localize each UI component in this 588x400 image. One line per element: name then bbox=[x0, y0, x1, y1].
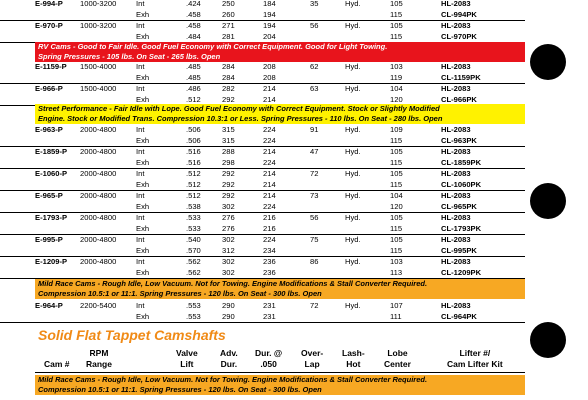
cell-adv: 284 bbox=[222, 73, 235, 82]
cell-lift: .458 bbox=[186, 21, 201, 30]
cell-lash: Hyd. bbox=[345, 257, 361, 266]
cell-lobe: 104 bbox=[390, 84, 403, 93]
table-row bbox=[0, 190, 525, 201]
cell-lift: .512 bbox=[186, 95, 201, 104]
cell-lash: Hyd. bbox=[345, 169, 361, 178]
cell-kit: CL-963PK bbox=[441, 136, 477, 145]
cell-port: Exh bbox=[136, 202, 150, 211]
cell-lift: .506 bbox=[186, 125, 201, 134]
header-overlap-line2: Lap bbox=[304, 359, 320, 369]
table-row bbox=[0, 212, 525, 223]
band-line: Street Performance - Fair Idle with Lope. Good Fuel Economy with Correct Equipment. Stock or Slightly Modified bbox=[38, 104, 440, 113]
band-line: Spring Pressures - 105 lbs. On Seat - 265 lbs. Open bbox=[38, 52, 221, 61]
band-line: RV Cams - Good to Fair Idle. Good Fuel Economy with Correct Equipment. Good for Light Towing. bbox=[38, 42, 388, 51]
cell-ovl: 75 bbox=[310, 235, 319, 244]
cell-kit: HL-2083 bbox=[441, 84, 471, 93]
cell-port: Int bbox=[136, 62, 145, 71]
header-rpm-line2: Range bbox=[86, 359, 112, 369]
header-rpm-line1: RPM bbox=[89, 348, 109, 358]
cell-cam: E-970-P bbox=[35, 21, 63, 30]
cell-dur: 214 bbox=[263, 180, 276, 189]
cell-cam: E-995-P bbox=[35, 235, 63, 244]
cell-adv: 292 bbox=[222, 191, 235, 200]
cell-rpm: 2000-4800 bbox=[80, 191, 117, 200]
header-dur-line1: Dur. @ bbox=[255, 348, 283, 358]
cell-rpm: 2000-4800 bbox=[80, 213, 117, 222]
table-row bbox=[0, 83, 525, 94]
cell-dur: 224 bbox=[263, 136, 276, 145]
cell-rpm: 2000-4800 bbox=[80, 235, 117, 244]
header-lash bbox=[342, 348, 365, 370]
cell-kit: HL-2083 bbox=[441, 169, 471, 178]
cell-cam: E-963-P bbox=[35, 125, 63, 134]
cell-lift: .484 bbox=[186, 32, 201, 41]
cell-lobe: 115 bbox=[390, 32, 403, 41]
cell-lobe: 105 bbox=[390, 235, 403, 244]
band-line: Compression 10.5:1 or 11:1. Spring Pressures - 120 lbs. On Seat - 300 lbs. Open bbox=[38, 385, 322, 394]
cell-dur: 231 bbox=[263, 312, 276, 321]
cell-lobe: 115 bbox=[390, 158, 403, 167]
header-adv-line1: Adv. bbox=[220, 348, 238, 358]
cell-lift: .562 bbox=[186, 257, 201, 266]
table-row bbox=[0, 20, 525, 31]
cell-adv: 271 bbox=[222, 21, 235, 30]
cell-adv: 290 bbox=[222, 312, 235, 321]
cell-port: Int bbox=[136, 191, 145, 200]
cell-port: Int bbox=[136, 21, 145, 30]
table-row bbox=[0, 311, 525, 323]
cell-dur: 224 bbox=[263, 125, 276, 134]
cell-kit: HL-2083 bbox=[441, 147, 471, 156]
cell-lash: Hyd. bbox=[345, 0, 361, 8]
cell-port: Exh bbox=[136, 32, 150, 41]
band-line: Mild Race Cams - Rough Idle, Low Vacuum. Not for Towing. Engine Modifications & Stall Converter Required. bbox=[38, 375, 428, 384]
header-kit-line2: Cam Lifter Kit bbox=[447, 359, 503, 369]
header-rpm bbox=[86, 348, 112, 370]
cell-kit: HL-2083 bbox=[441, 62, 471, 71]
cell-adv: 288 bbox=[222, 147, 235, 156]
cell-ovl: 91 bbox=[310, 125, 319, 134]
table-row bbox=[0, 168, 525, 179]
cell-port: Int bbox=[136, 147, 145, 156]
header-lifter-kit bbox=[447, 348, 503, 370]
cell-ovl: 63 bbox=[310, 84, 319, 93]
cell-dur: 208 bbox=[263, 62, 276, 71]
cell-lobe: 115 bbox=[390, 180, 403, 189]
table-row bbox=[0, 146, 525, 157]
cell-lobe: 115 bbox=[390, 10, 403, 19]
cell-dur: 216 bbox=[263, 224, 276, 233]
header-lift-line1: Valve bbox=[176, 348, 198, 358]
cell-cam: E-1859-P bbox=[35, 147, 68, 156]
cell-adv: 298 bbox=[222, 158, 235, 167]
cell-lobe: 105 bbox=[390, 21, 403, 30]
cell-lobe: 115 bbox=[390, 136, 403, 145]
cell-dur: 214 bbox=[263, 147, 276, 156]
cell-dur: 224 bbox=[263, 202, 276, 211]
header-overlap bbox=[301, 348, 323, 370]
header-lobe-line2: Center bbox=[384, 359, 411, 369]
cell-port: Int bbox=[136, 169, 145, 178]
cell-dur: 236 bbox=[263, 257, 276, 266]
cell-dur: 214 bbox=[263, 191, 276, 200]
cell-adv: 302 bbox=[222, 202, 235, 211]
cell-kit: CL-1159PK bbox=[441, 73, 481, 82]
cell-port: Int bbox=[136, 213, 145, 222]
mild-race-band-2 bbox=[35, 375, 525, 395]
cell-lift: .512 bbox=[186, 180, 201, 189]
cell-lobe: 105 bbox=[390, 147, 403, 156]
cell-port: Int bbox=[136, 0, 145, 8]
cell-lobe: 119 bbox=[390, 73, 403, 82]
cell-adv: 302 bbox=[222, 268, 235, 277]
cell-adv: 315 bbox=[222, 136, 235, 145]
header-lift-line2: Lift bbox=[180, 359, 194, 369]
cell-cam: E-1159-P bbox=[35, 62, 67, 71]
cell-port: Exh bbox=[136, 10, 150, 19]
cell-kit: CL-1793PK bbox=[441, 224, 482, 233]
cell-rpm: 2000-4800 bbox=[80, 169, 117, 178]
cell-kit: CL-995PK bbox=[441, 246, 477, 255]
cell-dur: 204 bbox=[263, 32, 276, 41]
cell-ovl: 62 bbox=[310, 62, 319, 71]
cell-adv: 282 bbox=[222, 84, 235, 93]
cell-dur: 194 bbox=[263, 21, 276, 30]
cell-ovl: 73 bbox=[310, 191, 319, 200]
cell-lobe: 111 bbox=[390, 312, 402, 321]
cell-lash: Hyd. bbox=[345, 62, 361, 71]
cell-lift: .538 bbox=[186, 202, 201, 211]
cell-kit: HL-2083 bbox=[441, 213, 471, 222]
cell-adv: 302 bbox=[222, 257, 235, 266]
cell-adv: 276 bbox=[222, 213, 235, 222]
header-lash-line1: Lash- bbox=[342, 348, 365, 358]
cell-adv: 281 bbox=[222, 32, 235, 41]
cell-kit: HL-2083 bbox=[441, 191, 471, 200]
cell-lobe: 103 bbox=[390, 62, 403, 71]
cell-lash: Hyd. bbox=[345, 213, 361, 222]
cell-adv: 260 bbox=[222, 10, 235, 19]
cell-kit: CL-965PK bbox=[441, 202, 477, 211]
cell-port: Exh bbox=[136, 136, 150, 145]
cell-port: Exh bbox=[136, 312, 150, 321]
cell-lash: Hyd. bbox=[345, 235, 361, 244]
header-cam: Cam # bbox=[44, 359, 70, 369]
cell-adv: 290 bbox=[222, 301, 235, 310]
cell-lobe: 105 bbox=[390, 169, 403, 178]
cell-dur: 236 bbox=[263, 268, 276, 277]
cell-rpm: 1000-3200 bbox=[80, 21, 117, 30]
cell-lift: .512 bbox=[186, 191, 201, 200]
cell-adv: 284 bbox=[222, 62, 235, 71]
cell-ovl: 72 bbox=[310, 301, 319, 310]
cell-cam: E-1060-P bbox=[35, 169, 68, 178]
cell-port: Int bbox=[136, 257, 145, 266]
cell-cam: E-965-P bbox=[35, 191, 63, 200]
cell-lobe: 113 bbox=[390, 268, 403, 277]
cell-ovl: 72 bbox=[310, 169, 319, 178]
cell-lobe: 107 bbox=[390, 301, 403, 310]
cell-rpm: 2200-5400 bbox=[80, 301, 117, 310]
cell-lift: .562 bbox=[186, 268, 201, 277]
cell-lash: Hyd. bbox=[345, 301, 361, 310]
cell-adv: 292 bbox=[222, 180, 235, 189]
table-row bbox=[0, 234, 525, 245]
cell-kit: CL-994PK bbox=[441, 10, 477, 19]
section-title: Solid Flat Tappet Camshafts bbox=[38, 327, 226, 343]
cell-dur: 214 bbox=[263, 169, 276, 178]
binder-hole-1 bbox=[530, 44, 566, 80]
cell-kit: HL-2083 bbox=[441, 235, 471, 244]
cell-kit: HL-2083 bbox=[441, 125, 471, 134]
cell-cam: E-994-P bbox=[35, 0, 63, 8]
cell-cam: E-1209-P bbox=[35, 257, 68, 266]
table-row bbox=[0, 124, 525, 135]
cell-lift: .540 bbox=[186, 235, 201, 244]
cell-port: Int bbox=[136, 301, 145, 310]
cell-lash: Hyd. bbox=[345, 125, 361, 134]
cell-dur: 234 bbox=[263, 246, 276, 255]
header-dur050 bbox=[255, 348, 282, 370]
cell-lift: .533 bbox=[186, 213, 201, 222]
cell-adv: 312 bbox=[222, 246, 235, 255]
cell-dur: 231 bbox=[263, 301, 276, 310]
cell-lash: Hyd. bbox=[345, 21, 361, 30]
cell-port: Exh bbox=[136, 158, 150, 167]
mild-race-band bbox=[35, 279, 525, 299]
cell-lift: .485 bbox=[186, 62, 201, 71]
cell-adv: 276 bbox=[222, 224, 235, 233]
cell-kit: HL-2083 bbox=[441, 257, 471, 266]
cell-lift: .506 bbox=[186, 136, 201, 145]
header-lobe-line1: Lobe bbox=[387, 348, 408, 358]
table-row bbox=[0, 0, 525, 9]
cell-adv: 292 bbox=[222, 169, 235, 178]
cell-lobe: 115 bbox=[390, 246, 403, 255]
cell-adv: 250 bbox=[222, 0, 235, 8]
cell-kit: CL-966PK bbox=[441, 95, 477, 104]
cell-port: Exh bbox=[136, 73, 150, 82]
cell-lobe: 109 bbox=[390, 125, 403, 134]
cell-ovl: 86 bbox=[310, 257, 319, 266]
cell-dur: 214 bbox=[263, 95, 276, 104]
cell-lift: .553 bbox=[186, 312, 201, 321]
cell-dur: 214 bbox=[263, 84, 276, 93]
cell-lobe: 120 bbox=[390, 202, 403, 211]
cell-lift: .553 bbox=[186, 301, 201, 310]
header-overlap-line1: Over- bbox=[301, 348, 324, 358]
header-lash-line2: Hot bbox=[346, 359, 361, 369]
table-row bbox=[0, 267, 525, 279]
header-adv-line2: Dur. bbox=[220, 359, 238, 369]
cell-lift: .424 bbox=[186, 0, 201, 8]
cell-ovl: 47 bbox=[310, 147, 319, 156]
cell-lobe: 105 bbox=[390, 213, 403, 222]
cell-kit: CL-970PK bbox=[441, 32, 477, 41]
cell-kit: HL-2083 bbox=[441, 21, 471, 30]
header-adv bbox=[220, 348, 238, 370]
cell-port: Int bbox=[136, 125, 145, 134]
cell-port: Exh bbox=[136, 246, 150, 255]
cell-cam: E-966-P bbox=[35, 84, 63, 93]
cell-port: Int bbox=[136, 84, 145, 93]
cell-lift: .512 bbox=[186, 169, 201, 178]
header-rule bbox=[35, 372, 525, 373]
cell-port: Exh bbox=[136, 268, 150, 277]
cell-rpm: 1500-4000 bbox=[80, 62, 117, 71]
cell-dur: 224 bbox=[263, 158, 276, 167]
cell-dur: 208 bbox=[263, 73, 276, 82]
cell-lift: .486 bbox=[186, 84, 201, 93]
band-line: Compression 10.5:1 or 11:1. Spring Pressures - 120 lbs. On Seat - 300 lbs. Open bbox=[38, 289, 322, 298]
cell-rpm: 2000-4800 bbox=[80, 147, 117, 156]
cell-kit: HL-2083 bbox=[441, 301, 471, 310]
cell-rpm: 1500-4000 bbox=[80, 84, 117, 93]
cell-port: Exh bbox=[136, 180, 150, 189]
cell-lift: .570 bbox=[186, 246, 201, 255]
cell-lift: .458 bbox=[186, 10, 201, 19]
cell-kit: CL-1060PK bbox=[441, 180, 482, 189]
cell-lobe: 120 bbox=[390, 95, 403, 104]
table-row bbox=[0, 256, 525, 267]
cell-kit: CL-1209PK bbox=[441, 268, 482, 277]
binder-hole-2 bbox=[530, 183, 566, 219]
cell-lobe: 115 bbox=[390, 224, 403, 233]
cell-kit: HL-2083 bbox=[441, 0, 471, 8]
cell-ovl: 35 bbox=[310, 0, 319, 8]
cell-kit: CL-1859PK bbox=[441, 158, 482, 167]
header-dur-line2: .050 bbox=[260, 359, 277, 369]
cell-lobe: 104 bbox=[390, 191, 403, 200]
cell-dur: 224 bbox=[263, 235, 276, 244]
band-line: Engine. Stock or Modified Trans. Compression 10.3:1 or Less. Spring Pressures - 110 lbs. On Seat - 280 lbs. Open bbox=[38, 114, 443, 123]
cell-lift: .485 bbox=[186, 73, 201, 82]
rv-cams-band bbox=[35, 42, 525, 62]
band-line: Mild Race Cams - Rough Idle, Low Vacuum. Not for Towing. Engine Modifications & Stall Converter Required. bbox=[38, 279, 428, 288]
cell-adv: 302 bbox=[222, 235, 235, 244]
cell-adv: 315 bbox=[222, 125, 235, 134]
header-lobe bbox=[384, 348, 411, 370]
cell-ovl: 56 bbox=[310, 21, 319, 30]
cell-lash: Hyd. bbox=[345, 84, 361, 93]
cell-rpm: 1000-3200 bbox=[80, 0, 117, 8]
cell-dur: 184 bbox=[263, 0, 276, 8]
cell-lobe: 105 bbox=[390, 0, 403, 8]
cell-lift: .516 bbox=[186, 147, 201, 156]
table-row bbox=[0, 300, 525, 311]
cell-port: Exh bbox=[136, 95, 150, 104]
cell-dur: 216 bbox=[263, 213, 276, 222]
cell-dur: 194 bbox=[263, 10, 276, 19]
cell-port: Exh bbox=[136, 224, 150, 233]
cell-ovl: 56 bbox=[310, 213, 319, 222]
binder-hole-3 bbox=[530, 322, 566, 358]
cell-rpm: 2000-4800 bbox=[80, 257, 117, 266]
cell-rpm: 2000-4800 bbox=[80, 125, 117, 134]
cell-cam: E-1793-P bbox=[35, 213, 68, 222]
street-performance-band bbox=[35, 104, 525, 124]
header-lift bbox=[176, 348, 198, 370]
cell-lift: .516 bbox=[186, 158, 201, 167]
cell-kit: CL-964PK bbox=[441, 312, 477, 321]
cell-lash: Hyd. bbox=[345, 147, 361, 156]
cell-lift: .533 bbox=[186, 224, 201, 233]
cell-lash: Hyd. bbox=[345, 191, 361, 200]
cell-cam: E-964-P bbox=[35, 301, 63, 310]
cell-adv: 292 bbox=[222, 95, 235, 104]
header-kit-line1: Lifter #/ bbox=[459, 348, 491, 358]
cell-port: Int bbox=[136, 235, 145, 244]
cell-lobe: 103 bbox=[390, 257, 403, 266]
table-row bbox=[0, 61, 525, 72]
